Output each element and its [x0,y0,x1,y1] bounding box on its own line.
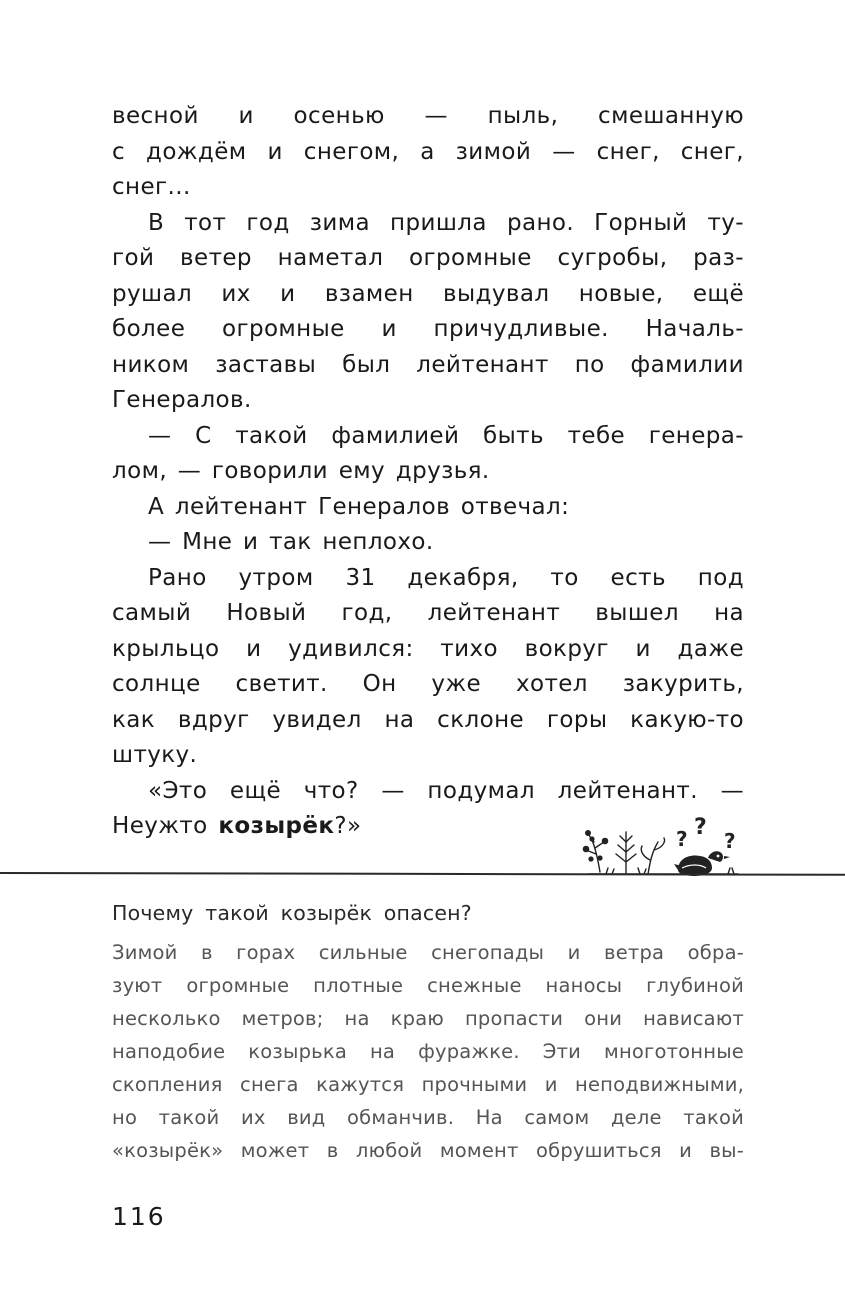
story-line: лом, — говорили ему друзья. [112,458,490,484]
story-line: А лейтенант Генералов отвечал: [148,493,570,520]
story-line: гой ветер наметал огромные сугробы, раз- [112,245,744,271]
sidebar-note [112,898,744,1167]
question-marks [676,815,736,853]
sidebar-line: наподобие козырька на фуражке. Эти многотонные [112,1040,744,1063]
story-line: Генералов. [112,387,252,413]
plants-bird-illustration [578,812,748,882]
story-line: как вдруг увидел на склоне горы какую-то [112,706,744,733]
highlighted-term: козырёк [218,813,335,839]
section-divider [0,872,845,876]
sidebar-heading: Почему такой козырёк опасен? [112,901,472,925]
story-line: самый Новый год, лейтенант вышел на [112,600,744,626]
question-mark: ? [694,815,707,840]
story-line: — Мне и так неплохо. [148,529,434,555]
sidebar-line: «козырёк» может в любой момент обрушиться и вы- [112,1139,744,1162]
story-line: рушал их и взамен выдувал новые, ещё [112,280,744,307]
story-line: «Это ещё что? — подумал лейтенант. — [148,777,744,804]
story-line: весной и осенью — пыль, смешанную [112,103,744,129]
sidebar-line: скопления снега кажутся прочными и неподвижными, [112,1073,744,1096]
story-line: с дождём и снегом, а зимой — снег, снег, [112,138,744,165]
story-line: снег... [112,174,191,200]
sidebar-line: но такой их вид обманчив. На самом деле такой [112,1106,744,1129]
page-number: 116 [112,1202,166,1231]
sidebar-line: зуют огромные плотные снежные наносы глубиной [112,974,744,997]
sidebar-line: несколько метров; на краю пропасти они нависают [112,1007,744,1030]
sidebar-line: Зимой в горах сильные снегопады и ветра обра- [112,941,744,964]
story-line: — С такой фамилией быть тебе генера- [148,422,744,449]
story-line: ником заставы был лейтенант по фамилии [112,351,744,378]
story-line: В тот год зима пришла рано. Горный ту- [148,209,744,236]
story-last-line-suffix: ?» [334,813,362,839]
story-line: солнце светит. Он уже хотел закурить, [112,671,744,697]
story-line: штуку. [112,742,198,768]
question-mark: ? [724,829,736,853]
story-line: более огромные и причудливые. Началь- [112,316,744,342]
story-text [112,99,744,845]
story-line: Рано утром 31 декабря, то есть под [148,564,744,591]
question-mark: ? [676,827,688,851]
story-line: крыльцо и удивился: тихо вокруг и даже [112,635,744,662]
story-last-line-prefix: Неужто [112,813,219,839]
